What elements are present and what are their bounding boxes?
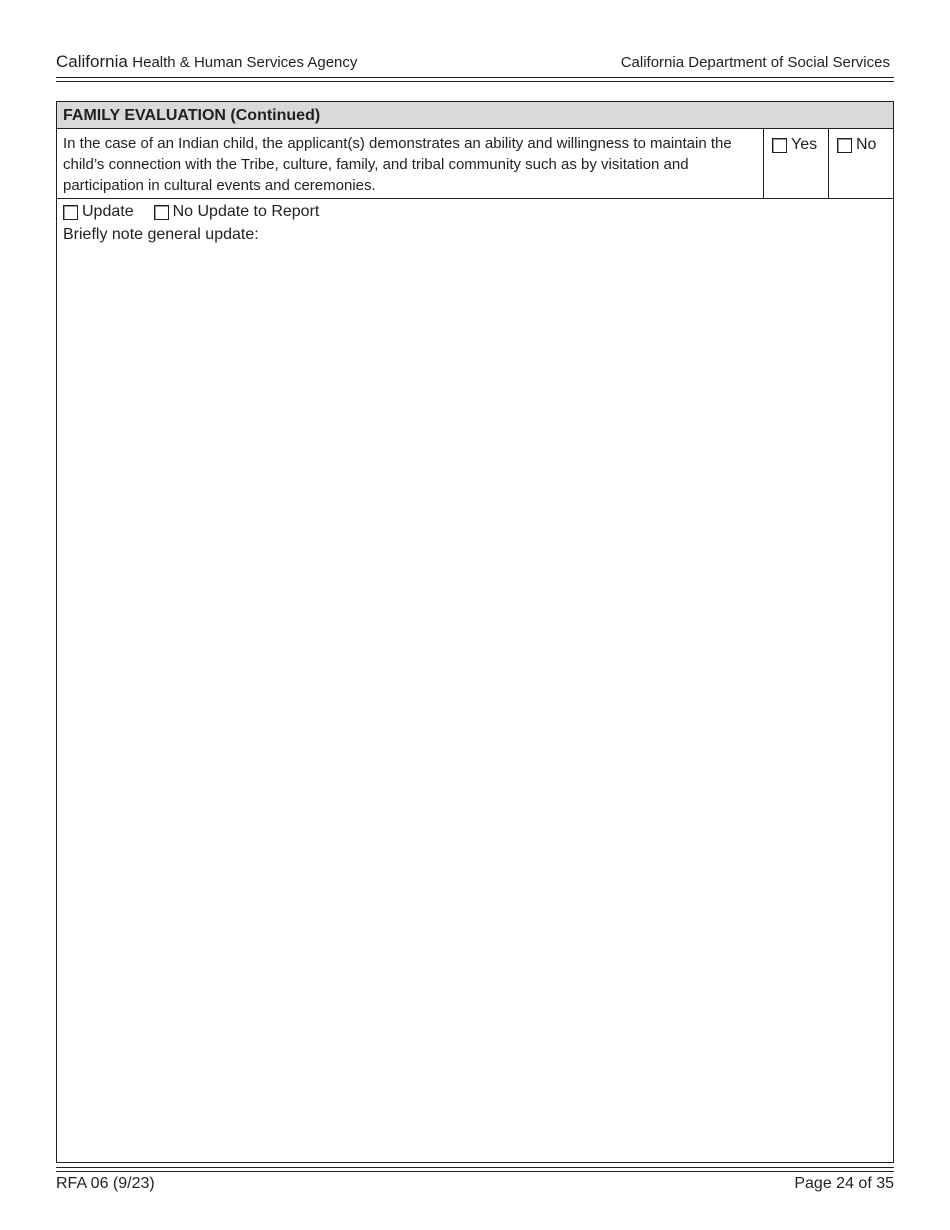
update-checkbox[interactable] <box>63 205 78 220</box>
department-name: California Department of Social Services <box>620 54 890 71</box>
general-update-note-label: Briefly note general update: <box>63 226 259 243</box>
no-option[interactable] <box>837 136 876 154</box>
footer-rule-top <box>56 1167 894 1168</box>
no-label: No <box>856 136 877 153</box>
no-update-label: No Update to Report <box>172 203 320 220</box>
footer-rule-bottom <box>56 1171 894 1172</box>
section-title: FAMILY EVALUATION (Continued) <box>57 102 893 129</box>
no-cell <box>828 129 894 198</box>
page-number: Page 24 of 35 <box>794 1175 894 1192</box>
yes-option[interactable] <box>772 136 817 154</box>
no-checkbox[interactable] <box>837 138 852 153</box>
page-header <box>56 52 894 76</box>
form-id: RFA 06 (9/23) <box>56 1175 155 1192</box>
update-label: Update <box>82 203 134 220</box>
agency-heading <box>56 52 357 72</box>
yes-checkbox[interactable] <box>772 138 787 153</box>
update-option[interactable] <box>63 203 134 221</box>
header-rule-bottom <box>56 81 894 82</box>
question-text: In the case of an Indian child, the applicant(s) demonstrates an ability and willingness to maintain the child’s connection with the Tribe, culture, family, and tribal community such as by visitation and participation in cultural events and ceremonies. <box>63 135 732 194</box>
no-update-option[interactable] <box>154 203 320 221</box>
yes-label: Yes <box>791 136 818 153</box>
header-rule-top <box>56 77 894 78</box>
family-evaluation-form <box>56 101 894 1163</box>
update-options <box>63 203 319 221</box>
agency-name: Health & Human Services Agency <box>132 54 358 71</box>
yes-cell <box>763 129 829 198</box>
agency-state: California <box>56 52 128 71</box>
no-update-checkbox[interactable] <box>154 205 169 220</box>
question-row <box>57 129 893 199</box>
